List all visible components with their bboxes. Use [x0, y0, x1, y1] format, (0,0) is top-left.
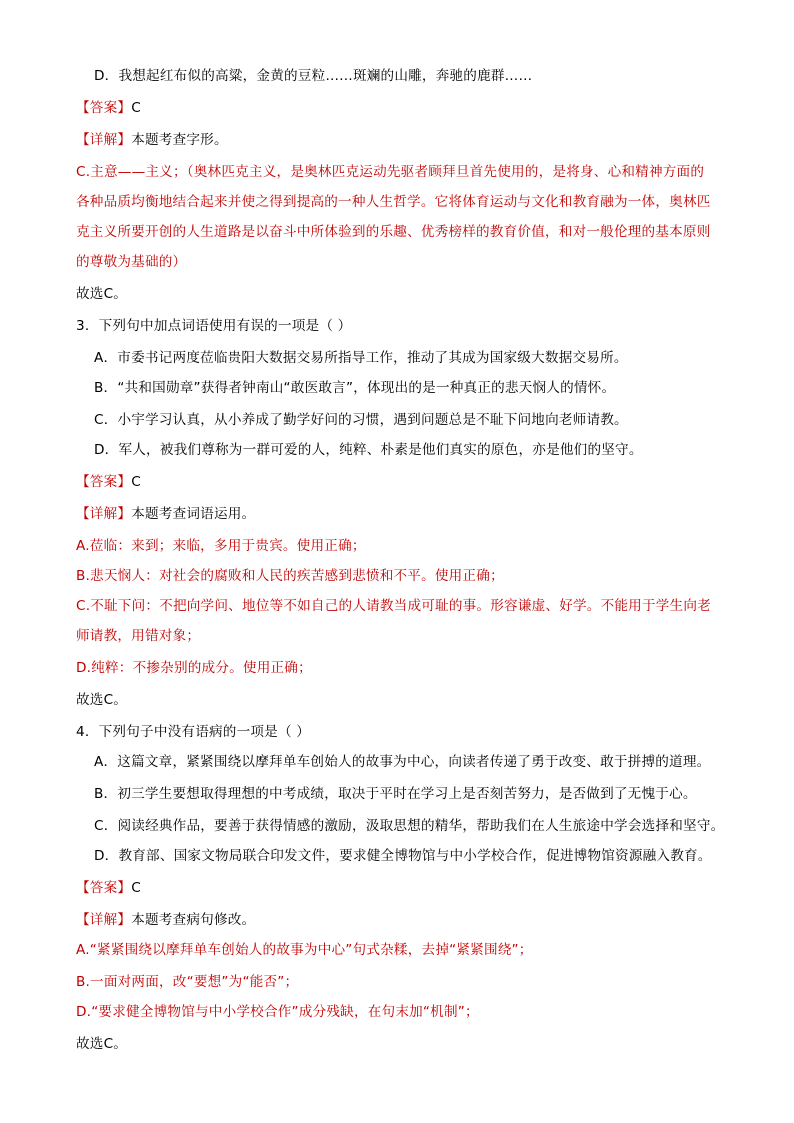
q2-answer [76, 98, 141, 118]
q4-answer [76, 878, 141, 898]
q3-explain-c-line-1: C.不耻下问：不把向学问、地位等不如自己的人请教当成可耻的事。形容谦虚、好学。不能用于学生向老 [76, 598, 711, 614]
answer-tag: 【答案】 [76, 474, 132, 490]
detail-tag: 【详解】 [76, 506, 132, 522]
detail-tag: 【详解】 [76, 132, 132, 148]
q3-detail [76, 504, 255, 524]
q3-explain-d: D.纯粹：不掺杂别的成分。使用正确； [76, 660, 312, 676]
q4-option-c: C．阅读经典作品，要善于获得情感的激励，汲取思想的精华，帮助我们在人生旅途中学会选择和坚守。 [94, 818, 725, 834]
q4-explain-b: B.一面对两面，改“要想”为“能否”； [76, 974, 299, 990]
q2-explain-line-3: 克主义所要开创的人生道路是以奋斗中所体验到的乐趣、优秀榜样的教育价值，和对一般伦理的基本原则 [76, 224, 711, 240]
detail-tag: 【详解】 [76, 912, 132, 928]
q2-detail [76, 130, 228, 150]
q2-explain-line-1: C.主意——主义；（奥林匹克主义，是奥林匹克运动先驱者顾拜旦首先使用的，是将身、心和精神方面的 [76, 164, 705, 180]
q3-answer [76, 472, 141, 492]
q3-option-a: A．市委书记两度莅临贵阳大数据交易所指导工作，推动了其成为国家级大数据交易所。 [94, 350, 628, 366]
q3-conclusion: 故选C。 [76, 692, 128, 708]
q2-explain-line-4: 的尊敬为基础的） [76, 254, 187, 270]
detail-intro: 本题考查病句修改。 [131, 912, 256, 928]
q4-explain-a: A.“紧紧围绕以摩拜单车创始人的故事为中心”句式杂糅，去掉“紧紧围绕”； [76, 942, 533, 958]
q2-conclusion: 故选C。 [76, 286, 128, 302]
answer-tag: 【答案】 [76, 880, 132, 896]
q3-option-c: C．小宇学习认真，从小养成了勤学好问的习惯，遇到问题总是不耻下问地向老师请教。 [94, 412, 628, 428]
q4-conclusion: 故选C。 [76, 1036, 128, 1052]
q3-option-b: B．“共和国勋章”获得者钟南山“敢医敢言”，体现出的是一种真正的悲天悯人的情怀。 [94, 380, 616, 396]
detail-intro: 本题考查字形。 [131, 132, 228, 148]
q4-explain-d: D.“要求健全博物馆与中小学校合作”成分残缺，在句末加“机制”； [76, 1004, 479, 1020]
answer-value: C [131, 474, 141, 490]
q4-stem: 4．下列句子中没有语病的一项是（ ） [76, 724, 311, 740]
q3-explain-a: A.莅临：来到；来临，多用于贵宾。使用正确； [76, 538, 366, 554]
q2-option-d: D．我想起红布似的高粱，金黄的豆粒……斑斓的山雕，奔驰的鹿群…… [94, 68, 533, 84]
q4-detail [76, 910, 255, 930]
answer-value: C [131, 880, 141, 896]
answer-tag: 【答案】 [76, 100, 132, 116]
q4-option-d: D．教育部、国家文物局联合印发文件，要求健全博物馆与中小学校合作，促进博物馆资源融入教育。 [94, 848, 712, 864]
q4-option-a: A．这篇文章，紧紧围绕以摩拜单车创始人的故事为中心，向读者传递了勇于改变、敢于拼搏的道理。 [94, 754, 711, 770]
q3-option-d: D．军人，被我们尊称为一群可爱的人，纯粹、朴素是他们真实的原色，亦是他们的坚守。 [94, 442, 643, 458]
q2-explain-line-2: 各种品质均衡地结合起来并使之得到提高的一种人生哲学。它将体育运动与文化和教育融为一体，奥林匹 [76, 194, 711, 210]
q4-option-b: B．初三学生要想取得理想的中考成绩，取决于平时在学习上是否刻苦努力，是否做到了无愧于心。 [94, 786, 697, 802]
detail-intro: 本题考查词语运用。 [131, 506, 256, 522]
q3-explain-c-line-2: 师请教，用错对象； [76, 628, 201, 644]
q3-stem: 3．下列句中加点词语使用有误的一项是（ ） [76, 318, 352, 334]
q3-explain-b: B.悲天悯人：对社会的腐败和人民的疾苦感到悲愤和不平。使用正确； [76, 568, 504, 584]
answer-value: C [131, 100, 141, 116]
